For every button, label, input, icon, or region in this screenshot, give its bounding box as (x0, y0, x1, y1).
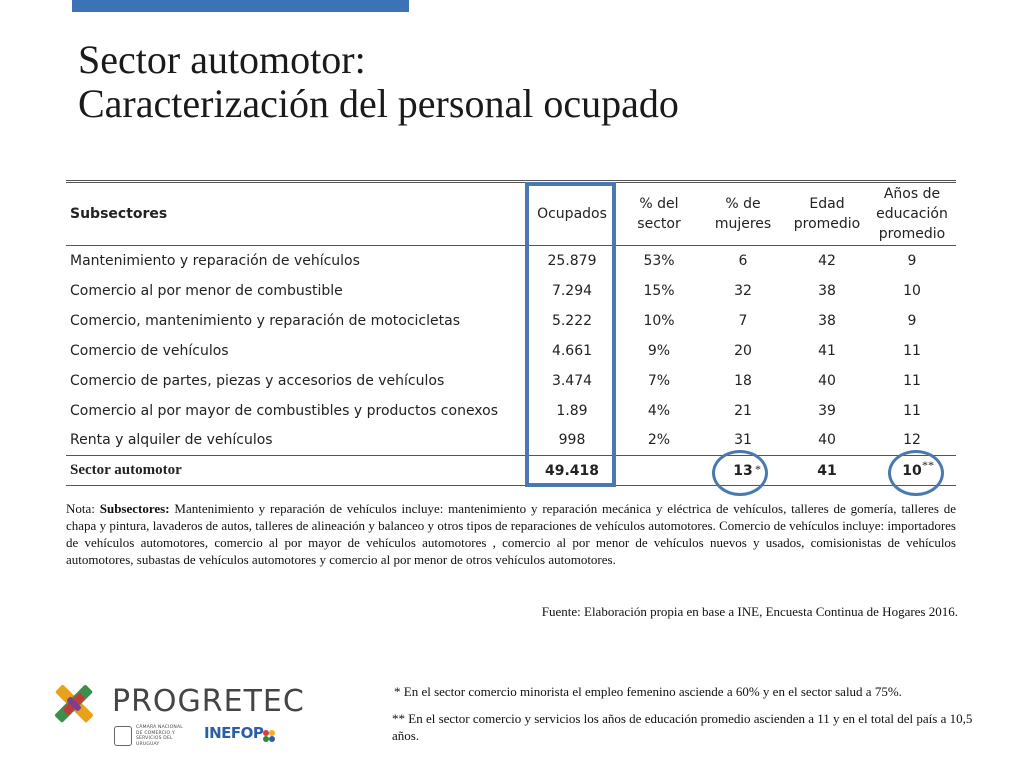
row-edad: 40 (818, 432, 836, 449)
educacion-footnote-mark: ** (922, 458, 934, 472)
row-ocupados: 7.294 (551, 282, 593, 299)
row-educacion: 11 (903, 402, 921, 419)
table-row (66, 306, 956, 336)
header-pct-sector: % del sector (637, 196, 681, 232)
progretec-logo-icon (46, 676, 102, 732)
inefop-logo-text: INEFOP (204, 724, 264, 742)
row-name: Comercio de vehículos (70, 342, 229, 359)
row-ocupados: 4.661 (551, 342, 593, 359)
row-edad: 41 (818, 342, 836, 359)
row-ocupados: 3.474 (551, 372, 593, 389)
row-pct-mujeres: 32 (734, 282, 752, 299)
table-row (66, 426, 956, 456)
table-total-row (66, 456, 956, 486)
row-ocupados: 5.222 (551, 312, 593, 329)
title-line-1: Sector automotor: (78, 37, 366, 82)
row-name: Renta y alquiler de vehículos (70, 432, 273, 449)
row-pct-sector: 4% (647, 402, 671, 419)
header-pct-mujeres: % de mujeres (714, 196, 772, 232)
table-row (66, 246, 956, 276)
row-name: Comercio al por mayor de combustibles y productos conexos (70, 402, 499, 419)
row-pct-sector: 7% (647, 372, 671, 389)
ocupados-highlight-box (525, 182, 616, 487)
top-accent-bar (72, 0, 409, 12)
header-anos-educacion: Años de educación promedio (876, 186, 948, 242)
row-educacion: 11 (903, 372, 921, 389)
row-pct-mujeres: 6 (738, 252, 748, 269)
educacion-highlight-circle (888, 450, 944, 496)
row-ocupados: 998 (558, 432, 586, 449)
table-row (66, 276, 956, 306)
row-edad: 40 (818, 372, 836, 389)
row-pct-sector: 15% (643, 282, 675, 299)
row-pct-sector: 10% (643, 312, 675, 329)
title-line-2: Caracterización del personal ocupado (78, 81, 679, 126)
row-pct-sector: 2% (647, 432, 671, 449)
row-edad: 38 (818, 282, 836, 299)
row-name: Mantenimiento y reparación de vehículos (70, 252, 360, 269)
table-row (66, 336, 956, 366)
table-note: Nota: Subsectores: Mantenimiento y reparación de vehículos incluye: mantenimiento y reparación mecánica y eléctrica de vehículos, talleres de gomería, talleres de chapa y pintura, lavaderos de autos, talleres de alineación y balanceo y otros tipos de reparaciones de vehículos automotores. Comercio de vehículos incluye: importadores de vehículos automotores, comercio al por mayor de vehículos automotores , comercio al por menor de vehículos nuevos y usados, comisionistas de vehículos automotores, subastas de vehículos automotores y comercio al por menor de otros vehículos automotores. (66, 501, 956, 567)
personnel-table (66, 180, 956, 486)
row-pct-sector: 53% (643, 252, 675, 269)
row-edad: 42 (818, 252, 836, 269)
page-title (78, 38, 679, 126)
row-educacion: 9 (907, 252, 917, 269)
table-row (66, 366, 956, 396)
row-educacion: 9 (907, 312, 917, 329)
row-educacion: 11 (903, 342, 921, 359)
row-edad: 39 (818, 402, 836, 419)
total-edad: 41 (817, 462, 837, 479)
total-ocupados: 49.418 (544, 462, 600, 479)
header-ocupados: Ocupados (537, 206, 607, 222)
row-pct-mujeres: 18 (734, 372, 752, 389)
row-ocupados: 1.89 (556, 402, 588, 419)
total-pct-sector (618, 456, 700, 486)
total-name: Sector automotor (70, 462, 182, 478)
row-pct-mujeres: 7 (738, 312, 748, 329)
footnote-mujeres: * En el sector comercio minorista el empleo femenino asciende a 60% y en el sector salud a 75%. (394, 684, 902, 699)
row-ocupados: 25.879 (547, 252, 597, 269)
table-row (66, 396, 956, 426)
row-pct-sector: 9% (647, 342, 671, 359)
camara-seal-icon (114, 726, 132, 746)
total-pct-mujeres: 13 (733, 462, 753, 479)
progretec-logo-text: PROGRETEC (112, 684, 305, 719)
footnote-educacion: ** En el sector comercio y servicios los años de educación promedio ascienden a 11 y en el total del país a 10,5 años. (392, 711, 973, 743)
table-header-row (66, 182, 956, 246)
row-pct-mujeres: 20 (734, 342, 752, 359)
source-citation: Fuente: Elaboración propia en base a INE, Encuesta Continua de Hogares 2016. (541, 604, 958, 619)
row-educacion: 12 (903, 432, 921, 449)
header-edad-promedio: Edad promedio (793, 196, 861, 232)
inefop-logo-icon (262, 729, 276, 743)
camara-logo-text: CÁMARA NACIONAL DE COMERCIO Y SERVICIOS DEL URUGUAY (136, 725, 183, 747)
total-educacion: 10 (902, 462, 922, 479)
row-educacion: 10 (903, 282, 921, 299)
row-pct-mujeres: 21 (734, 402, 752, 419)
row-pct-mujeres: 31 (734, 432, 752, 449)
mujeres-footnote-mark: * (755, 462, 761, 476)
row-name: Comercio de partes, piezas y accesorios de vehículos (70, 372, 445, 389)
row-edad: 38 (818, 312, 836, 329)
row-name: Comercio, mantenimiento y reparación de motocicletas (70, 312, 460, 329)
row-name: Comercio al por menor de combustible (70, 282, 343, 299)
header-subsectores: Subsectores (70, 206, 168, 222)
